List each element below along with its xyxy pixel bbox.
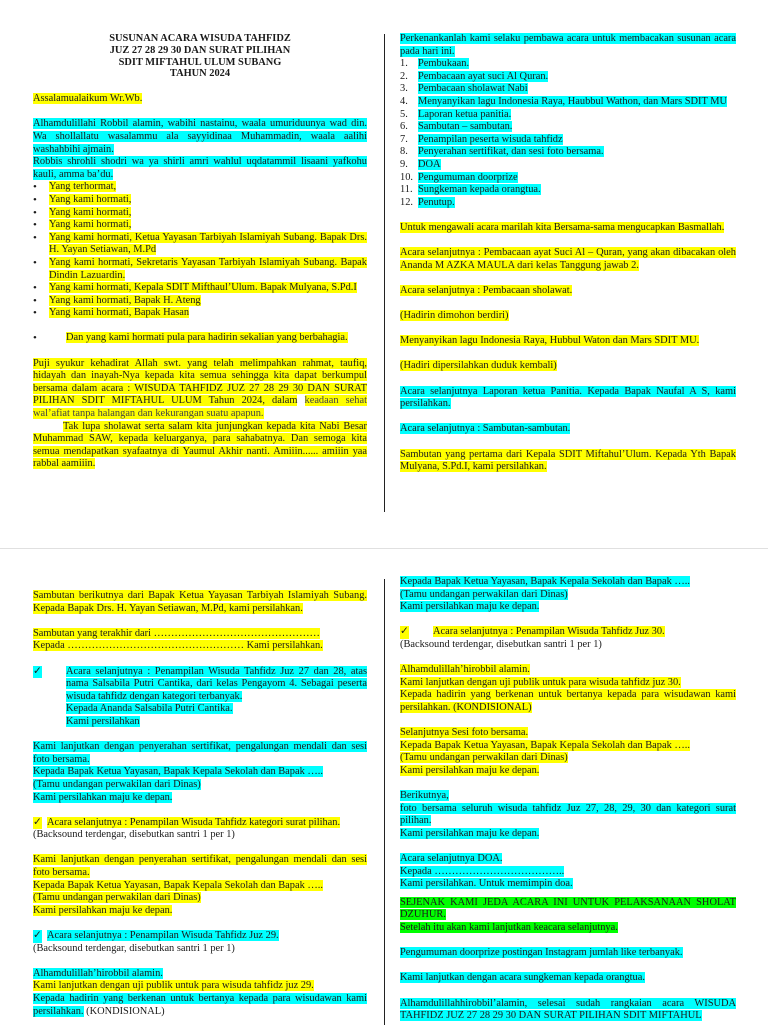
invite-forward: Kami persilahkan maju ke depan. — [33, 791, 173, 803]
last-speech-invite: Kepada …………………………………………… Kami persilahkan. — [33, 640, 323, 652]
next-line: Berikutnya, — [400, 790, 449, 802]
performance-item: ✓ Acara selanjutnya : Penampilan Wisuda Tahfidz kategori surat pilihan. — [33, 816, 341, 828]
certificate-line: Kami lanjutkan dengan penyerahan sertifikat, pengalungan mendali dan sesi foto bersama. — [33, 854, 367, 879]
stand-instruction: (Hadirin dimohon berdiri) — [400, 310, 509, 322]
invite-forward: Kami persilahkan maju ke depan. — [400, 601, 540, 613]
photo-session-line: Selanjutnya Sesi foto bersama. — [400, 727, 529, 739]
salutation-item: • Yang terhormat, — [33, 181, 367, 194]
basmallah-line: Untuk mengawali acara marilah kita Bersama-sama mengucapkan Basmallah. — [400, 221, 725, 233]
check-icon: ✓ — [400, 626, 409, 638]
guest-note: (Tamu undangan perwakilan dari Dinas) — [33, 892, 201, 904]
agenda-item: 5. Laporan ketua panitia. — [400, 108, 512, 120]
guest-note: (Tamu undangan perwakilan dari Dinas) — [400, 752, 568, 764]
continue-notice: Setelah itu akan kami lanjutkan keacara selanjutnya. — [400, 922, 618, 934]
document-page-2 — [0, 548, 768, 1025]
agenda-item: 8. Penyerahan sertifikat, dan sesi foto bersama. — [400, 146, 604, 158]
right-column — [400, 33, 736, 474]
performance-item: ✓ Acara selanjutnya : Penampilan Wisuda Tahfidz Juz 29. — [33, 930, 279, 942]
committee-report-line: Acara selanjutnya Laporan ketua Panitia. Kepada Bapak Naufal A S, kami persilahkan. — [400, 385, 736, 410]
shalawat-paragraph: Tak lupa sholawat serta salam kita junjungkan kepada kita Nabi Besar Muhammad SAW, kepada keluarganya, para sahabatnya. Dan semoga kita semua mendapatkan syafaatnya di Yaumul Akhir nanti. Amiiin...... amiiin yaa rabbal aamiiin. — [33, 420, 367, 470]
closing-line: Alhamdulillahhirobbil’alamin, selesai sudah rangkaian acara WISUDA TAHFIDZ JUZ 27 28 29 30 DAN SURAT PILIHAN SDIT MIFTAHUL — [400, 997, 736, 1022]
greeting: Assalamualaikum Wr.Wb. — [33, 93, 143, 105]
guest-note: (Tamu undangan perwakilan dari Dinas) — [33, 778, 201, 790]
opening-paragraph: Alhamdulillahi Robbil alamin, wabihi nastainu, waala umuriduunya wad din. Wa shollallatu wasalammu ala sayyidinaa Muhammadin, waala aalihi washahbihi ajmain. — [33, 118, 367, 155]
agenda-item: 2. Pembacaan ayat suci Al Quran. — [400, 70, 549, 82]
agenda-item: 11. Sungkeman kepada orangtua. — [400, 184, 541, 196]
prayer-line: Acara selanjutnya DOA. — [400, 853, 503, 865]
column-divider — [384, 579, 385, 1025]
agenda-item: 3. Pembacaan sholawat Nabi — [400, 83, 528, 95]
foundation-speech-line: Sambutan berikutnya dari Bapak Ketua Yayasan Tarbiyah Islamiyah Subang. Kepada Bapak Drs. H. Yayan Setiawan, M.Pd, kami persilahkan. — [33, 590, 367, 614]
hamdalah-line: Alhamdulillah’hirobbil alamin. — [400, 664, 530, 676]
title-line: SUSUNAN ACARA WISUDA TAHFIDZ — [109, 33, 291, 44]
salutation-item: • Yang kami hormati, — [33, 219, 367, 232]
salutation-item: • Yang kami hormati, — [33, 194, 367, 207]
right-column — [400, 576, 736, 1023]
last-speech-line: Sambutan yang terakhir dari ………………………………………… — [33, 627, 320, 639]
salutation-item: • Yang kami hormati, Sekretaris Yayasan Tarbiyah Islamiyah Subang. Bapak Dindin Lazuardin. — [33, 257, 367, 282]
prayer-invite-line: Kami persilahkan. Untuk memimpin doa. — [400, 878, 573, 890]
first-speech-line: Sambutan yang pertama dari Kepala SDIT Miftahul’Ulum. Kepada Yth Bapak Mulyana, S.Pd.I, kami persilahkan. — [400, 448, 736, 473]
public-test-line: Kami lanjutkan dengan uji publik untuk para wisuda tahfidz juz 29. — [33, 980, 314, 992]
salutation-item-last: • Dan yang kami hormati pula para hadirin sekalian yang berbahagia. — [33, 332, 367, 345]
prayer-leader-line: Kepada ……………………………….. — [400, 865, 565, 877]
invite-line: Kepada Bapak Ketua Yayasan, Bapak Kepala Sekolah dan Bapak ….. — [33, 879, 323, 891]
agenda-item: 9. DOA — [400, 158, 441, 170]
left-column — [33, 33, 367, 471]
break-notice: SEJENAK KAMI JEDA ACARA INI UNTUK PELAKSANAAN SHOLAT DZUHUR. — [400, 896, 736, 921]
title-line: JUZ 27 28 29 30 DAN SURAT PILIHAN — [109, 44, 291, 56]
salutation-item: • Yang kami hormati, Bapak H. Ateng — [33, 295, 367, 308]
title-line: SDIT MIFTAHUL ULUM SUBANG — [118, 56, 282, 68]
column-divider — [384, 34, 385, 512]
opening-prayer: Robbis shrohli shodri wa ya shirli amri wahlul uqdatammil lisaani yafkohu kauli, amma ba’du. — [33, 156, 367, 180]
backsound-note: (Backsound terdengar, disebutkan santri 1 per 1) — [400, 638, 602, 650]
performance-item: ✓ Acara selanjutnya : Penampilan Wisuda Tahfidz Juz 27 dan 28, atas nama Salsabila Putri Cantika, dari kelas Pengayom 4. Sebagai peserta wisuda tahfidz dengan kategori terbanyak. Kepada Ananda Salsabila Putri Cantika. Kami persilahkan — [33, 665, 367, 727]
agenda-list — [400, 58, 736, 209]
agenda-item: 6. Sambutan – sambutan. — [400, 121, 513, 133]
agenda-item: 4. Menyanyikan lagu Indonesia Raya, Haubbul Wathon, dan Mars SDIT MU — [400, 95, 727, 107]
invite-line: Kepada Bapak Ketua Yayasan, Bapak Kepala Sekolah dan Bapak ….. — [400, 739, 690, 751]
praise-paragraph: Puji syukur kehadirat Allah swt. yang telah melimpahkan rahmat, taufiq, hidayah dan inayah-Nya kepada kita semua sehingga kita dapat berkumpul bersama dalam acara : WISUDA TAHFIDZ JUZ 27 28 29 30 DAN SURAT PILIHAN SDIT MIFTAHUL ULUM Tahun 2024, dalam keadaan sehat wal’afiat tanpa halangan dan kekurangan suatu apapun. — [33, 357, 367, 420]
anthem-line: Menyanyikan lagu Indonesia Raya, Hubbul Waton dan Mars SDIT MU. — [400, 335, 700, 347]
invite-forward: Kami persilahkan maju ke depan. — [33, 904, 173, 916]
check-icon: ✓ — [33, 665, 42, 677]
title-line: TAHUN 2024 — [169, 68, 231, 80]
invite-forward: Kami persilahkan maju ke depan. — [400, 764, 540, 776]
sit-instruction: (Hadiri dipersilahkan duduk kembali) — [400, 360, 557, 372]
group-photo-line: foto bersama seluruh wisuda tahfidz Juz 27, 28, 29, 30 dan kategori surat pilihan. — [400, 802, 736, 827]
agenda-item: 7. Penampilan peserta wisuda tahfidz — [400, 133, 563, 145]
backsound-note: (Backsound terdengar, disebutkan santri 1 per 1) — [33, 829, 235, 841]
agenda-item: 10. Pengumuman doorprize — [400, 171, 518, 183]
guest-note: (Tamu undangan perwakilan dari Dinas) — [400, 588, 568, 600]
sungkeman-line: Kami lanjutkan dengan acara sungkeman kepada orangtua. — [400, 972, 645, 984]
salutation-list — [33, 181, 367, 320]
check-icon: ✓ — [33, 930, 42, 942]
invite-forward: Kami persilahkan maju ke depan. — [400, 827, 540, 839]
qa-line: Kepada hadirin yang berkenan untuk bertanya kepada para wisudawan kami persilahkan. (KONDISIONAL) — [400, 689, 736, 713]
left-column — [33, 590, 367, 1018]
salutation-item: • Yang kami hormati, Ketua Yayasan Tarbiyah Islamiyah Subang. Bapak Drs. H. Yayan Setiawan, M.Pd — [33, 232, 367, 257]
salutation-item: • Yang kami hormati, Bapak Hasan — [33, 307, 367, 320]
quran-reading-line: Acara selanjutnya : Pembacaan ayat Suci Al – Quran, yang akan dibacakan oleh Ananda M AZKA MAULA dari kelas Tanggung jawab 2. — [400, 247, 736, 271]
agenda-intro: Perkenankanlah kami selaku pembawa acara untuk membacakan susunan acara pada hari ini. — [400, 33, 736, 57]
check-icon: ✓ — [33, 816, 42, 828]
sholawat-line: Acara selanjutnya : Pembacaan sholawat. — [400, 284, 573, 296]
hamdalah-line: Alhamdulillah’hirobbil alamin. — [33, 967, 163, 979]
backsound-note: (Backsound terdengar, disebutkan santri 1 per 1) — [33, 942, 235, 954]
invite-line: Kepada Bapak Ketua Yayasan, Bapak Kepala Sekolah dan Bapak ….. — [33, 766, 323, 778]
performance-item: ✓ Acara selanjutnya : Penampilan Wisuda Tahfidz Juz 30. — [400, 626, 665, 638]
salutation-item: • Yang kami hormati, Kepala SDIT Mifthaul’Ulum. Bapak Mulyana, S.Pd.I — [33, 282, 367, 295]
agenda-item: 1. Pembukaan. — [400, 58, 470, 70]
certificate-line: Kami lanjutkan dengan penyerahan sertifikat, pengalungan mendali dan sesi foto bersama. — [33, 741, 367, 765]
salutation-item: • Yang kami hormati, — [33, 207, 367, 220]
qa-line: Kepada hadirin yang berkenan untuk bertanya kepada para wisudawan kami persilahkan. (KONDISIONAL) — [33, 993, 367, 1017]
invite-line: Kepada Bapak Ketua Yayasan, Bapak Kepala Sekolah dan Bapak ….. — [400, 576, 690, 587]
doorprize-line: Pengumuman doorprize postingan Instagram jumlah like terbanyak. — [400, 947, 683, 959]
speeches-line: Acara selanjutnya : Sambutan-sambutan. — [400, 423, 571, 435]
public-test-line: Kami lanjutkan dengan uji publik untuk para wisuda tahfidz juz 30. — [400, 676, 681, 688]
document-title — [33, 33, 367, 80]
agenda-item: 12. Penutup. — [400, 196, 455, 208]
